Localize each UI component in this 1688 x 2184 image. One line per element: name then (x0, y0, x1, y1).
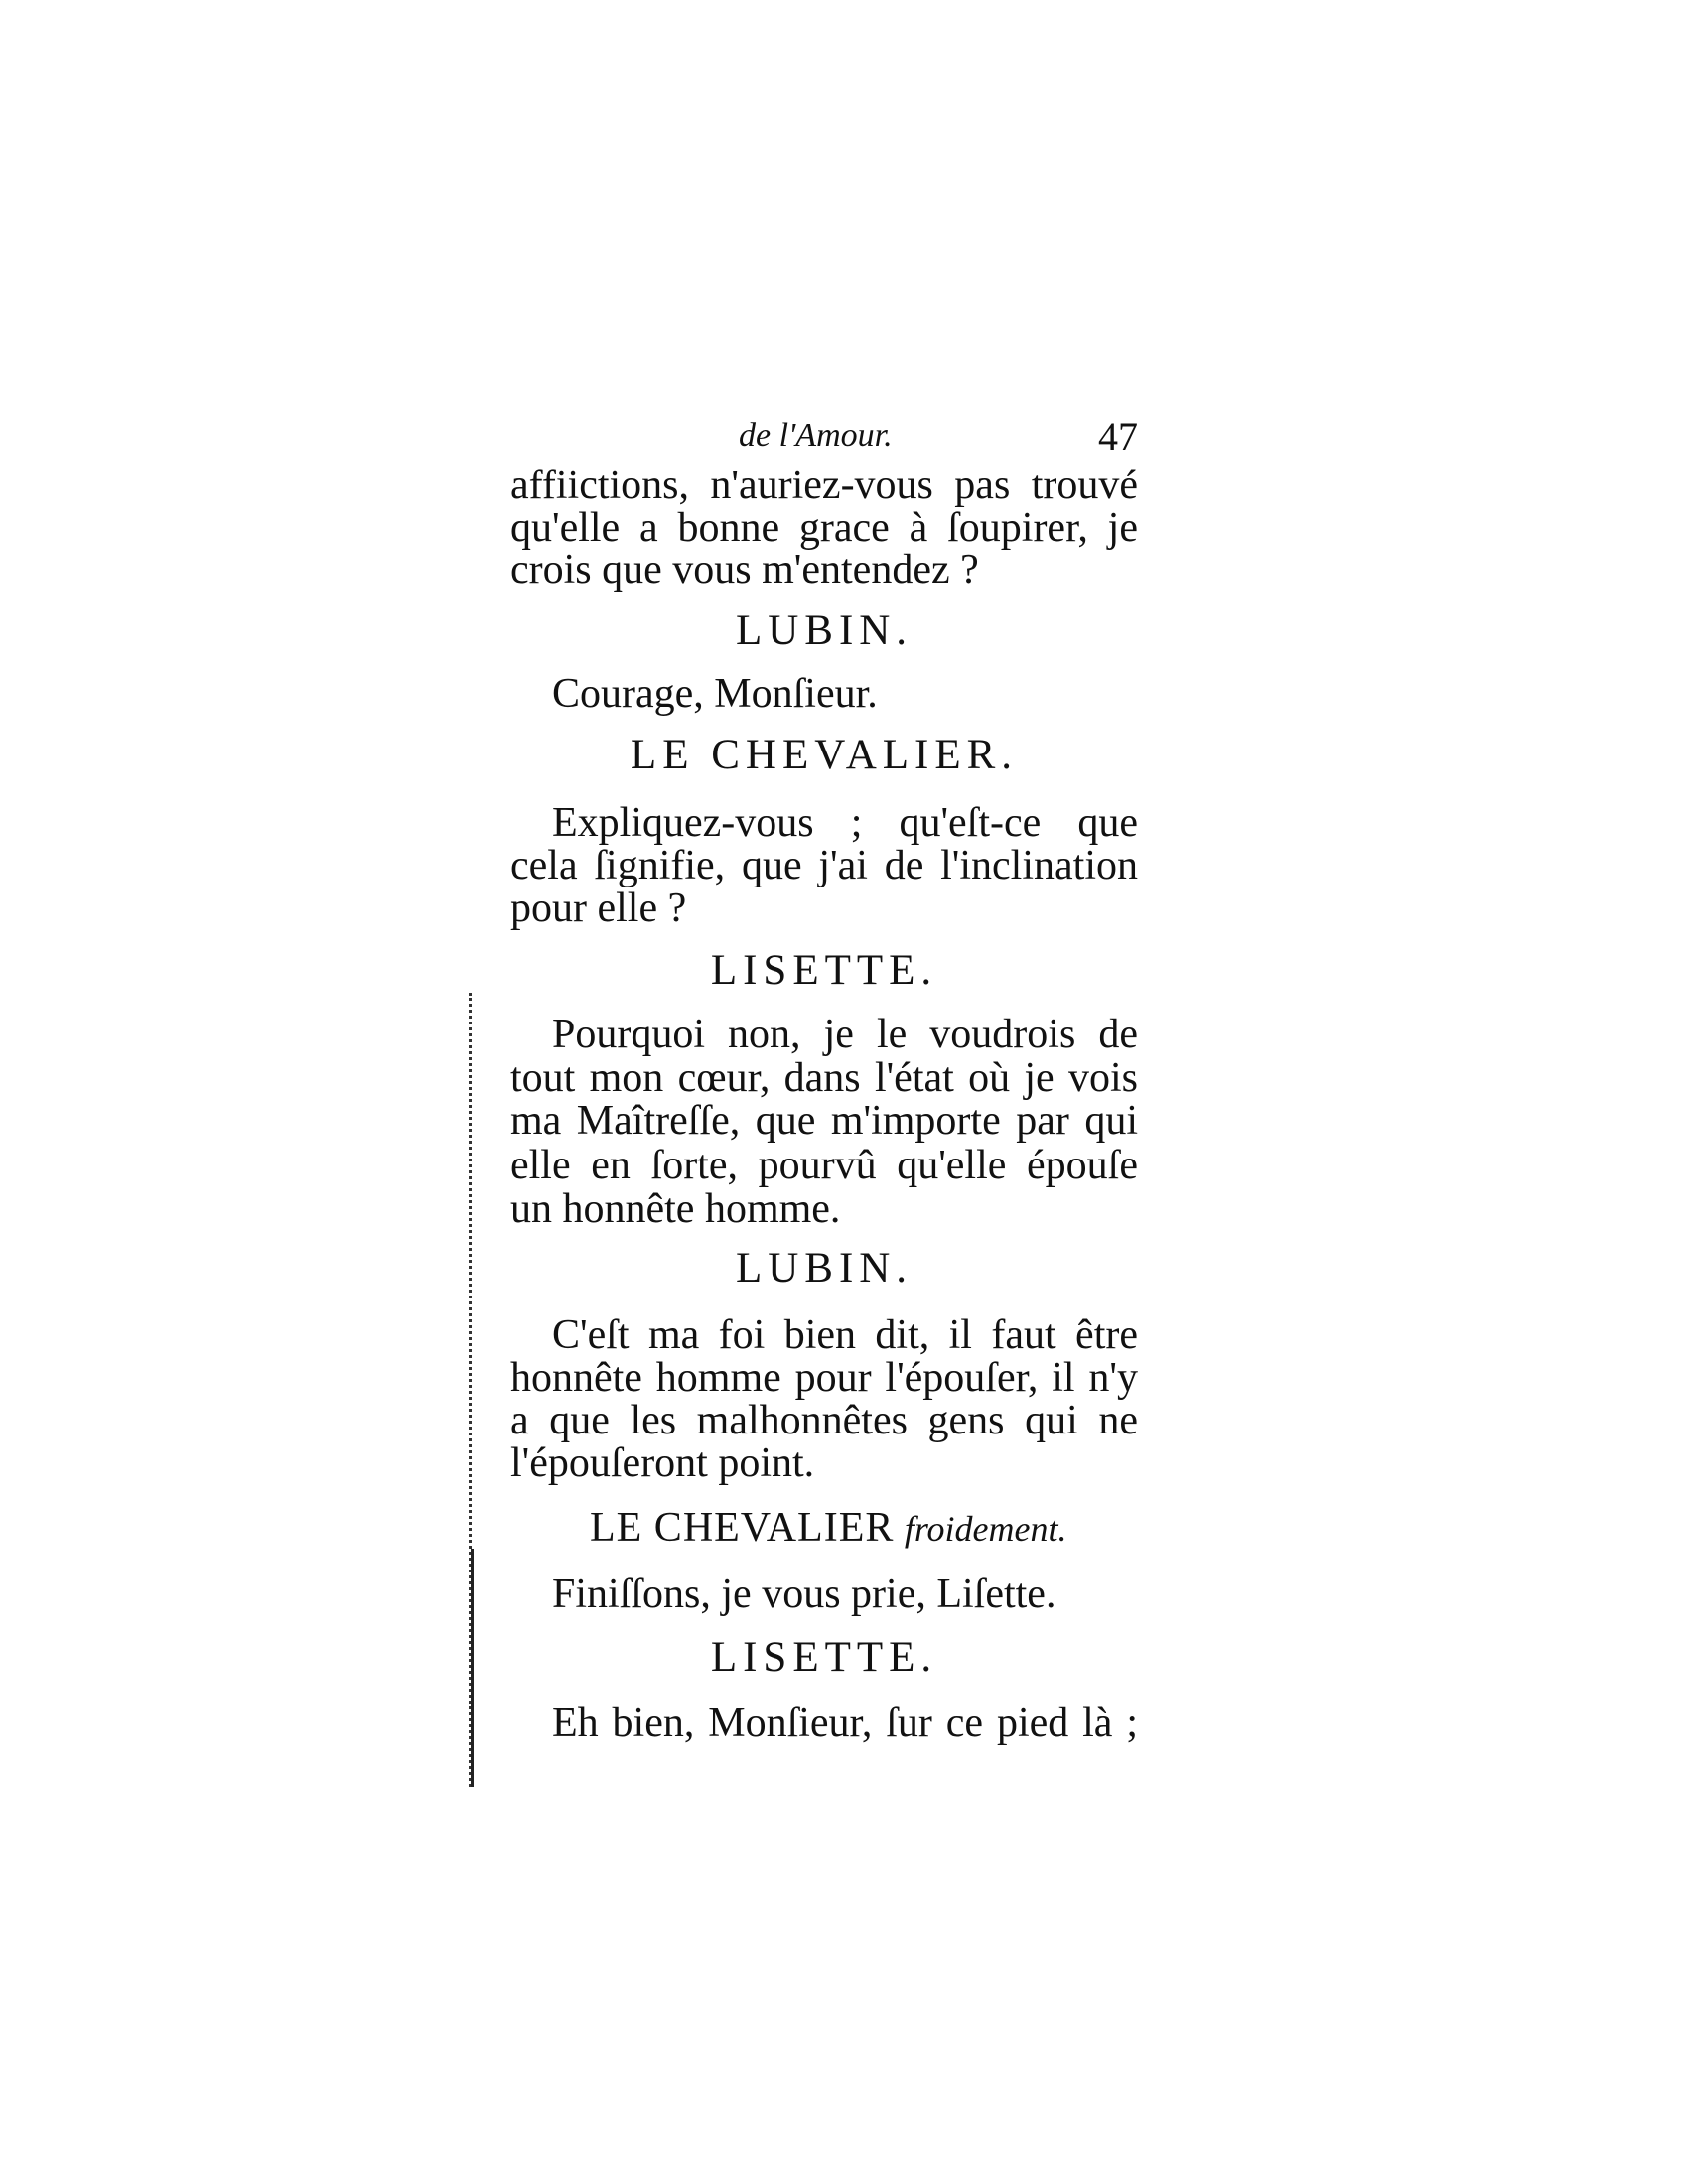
text-line: honnête homme pour l'épouſer, il n'y (510, 1355, 1138, 1401)
text-line: un honnête homme. (510, 1186, 841, 1232)
text-line: Courage, Monſieur. (552, 671, 878, 717)
text-line: cela ſignifie, que j'ai de l'inclination (510, 843, 1138, 888)
text-line: elle en ſorte, pourvû qu'elle épouſe (510, 1143, 1138, 1188)
text-line: a que les malhonnêtes gens qui ne (510, 1398, 1138, 1443)
speaker-name: LE CHEVALIER (590, 1505, 895, 1551)
speaker-name: LUBIN. (735, 1245, 914, 1292)
speaker-name: LE CHEVALIER. (630, 732, 1019, 778)
text-line: tout mon cœur, dans l'état où je vois (510, 1055, 1138, 1101)
text-line: ma Maîtreſſe, que m'importe par qui (510, 1098, 1138, 1144)
stage-direction: froidement. (904, 1509, 1067, 1549)
text-line: crois que vous m'entendez ? (510, 547, 979, 593)
page-number: 47 (1098, 414, 1138, 459)
running-header (510, 414, 1138, 467)
speaker-line (590, 1503, 1138, 1554)
speaker-name: LISETTE. (710, 1634, 938, 1681)
text-line: Pourquoi non, je le voudrois de (552, 1012, 1138, 1057)
page-edge-shadow (471, 1549, 474, 1787)
text-line: Expliquez-vous ; qu'eſt-ce que (552, 800, 1138, 846)
text-line: pour elle ? (510, 886, 687, 931)
text-line: Finiſſons, je vous prie, Liſette. (552, 1571, 1056, 1617)
speaker-name: LISETTE. (710, 947, 938, 994)
text-line: l'épouſeront point. (510, 1440, 815, 1486)
text-line: C'eſt ma foi bien dit, il faut être (552, 1312, 1138, 1358)
text-line: Eh bien, Monſieur, ſur ce pied là ; (552, 1701, 1138, 1746)
running-title: de l'Amour. (739, 417, 893, 454)
text-line: qu'elle a bonne grace à ſoupirer, je (510, 505, 1138, 551)
text-line: affiictions, n'auriez-vous pas trouvé (510, 463, 1138, 508)
speaker-name: LUBIN. (735, 608, 914, 654)
